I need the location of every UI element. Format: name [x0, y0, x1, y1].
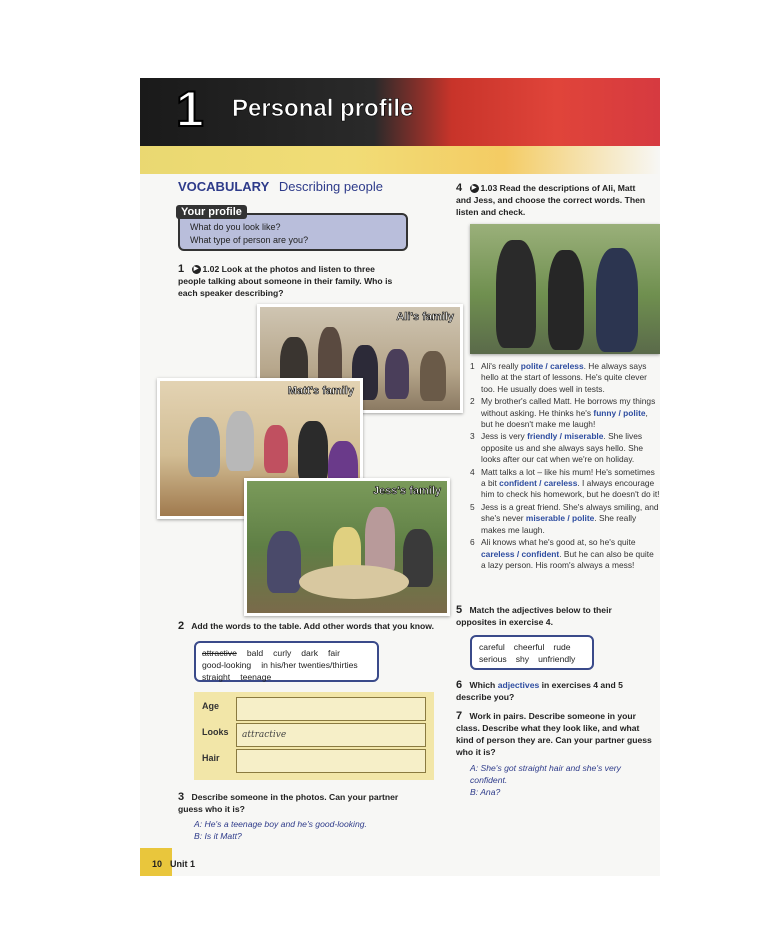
section-topic: Describing people: [278, 179, 383, 194]
row-label-looks: Looks: [202, 727, 229, 737]
list-item: 3 Jess is very friendly / miserable. She lives opposite us and she always says hello. She looks after our cat when we're on holiday.: [470, 431, 644, 465]
list-item: 1 Ali's really polite / careless. He always says hello at the start of lessons. He's quite clever too. He usually does well in tests.: [470, 361, 647, 394]
exercise-number: 2: [178, 620, 185, 632]
word-choice[interactable]: polite / careless: [520, 361, 584, 371]
exercise-text: Read the descriptions of Ali, Matt and Jess, and choose the correct words. Then listen and check.: [456, 183, 646, 217]
photo-jesss-family: [244, 478, 450, 616]
audio-track: 1.02: [202, 264, 220, 274]
word: teenage: [240, 672, 272, 682]
section-label: VOCABULARY: [178, 179, 270, 194]
cell-age[interactable]: [236, 697, 426, 721]
word: good-looking: [202, 660, 252, 670]
your-profile-tag: Your profile: [176, 205, 247, 219]
exercise-text: Match the adjectives below to their opposites in exercise 4.: [456, 605, 612, 627]
word-box: [194, 641, 379, 682]
textbook-page: [140, 78, 660, 876]
word: cheerful: [513, 642, 545, 652]
exercise-1: [178, 263, 393, 299]
word-choice[interactable]: confident / careless: [499, 478, 578, 489]
cell-hair[interactable]: [236, 749, 426, 773]
word-choice[interactable]: friendly / miserable: [527, 431, 604, 442]
word-choice[interactable]: funny / polite: [593, 407, 646, 418]
banner-paint-stroke: [140, 146, 660, 174]
word: rude: [553, 642, 571, 652]
description-list: [470, 361, 660, 572]
photo-label: Matt's family: [287, 385, 354, 397]
page-number: 10: [152, 859, 163, 869]
word: careful: [479, 642, 505, 652]
exercise-number: 5: [456, 604, 463, 616]
example-b: B: Is it Matt?: [194, 831, 242, 841]
footer-unit: Unit 1: [170, 859, 196, 869]
word: straight: [202, 672, 231, 682]
exercise-text: Work in pairs. Describe someone in your class. Describe what they look like, and what kind of person they are. Can your partner guess who it is?: [456, 711, 652, 757]
exercise-6: 6 Which adjectives in exercises 4 and 5 describe you?: [456, 679, 623, 702]
word-choice[interactable]: careless / confident: [481, 548, 560, 559]
exercise-2: [178, 620, 468, 632]
exercise-number: 6: [456, 679, 463, 691]
word: serious: [479, 654, 507, 664]
list-item: 6 Ali knows what he's good at, so he's quite careless / confident. But he can also be quite a lazy person. His room's always a mess!: [470, 537, 654, 570]
word: dark: [301, 648, 318, 658]
handwritten-answer: attractive: [242, 730, 287, 740]
list-item: 2 My brother's called Matt. He borrows my things without asking. He thinks he's funny / polite, but he doesn't make me laugh!: [470, 396, 656, 430]
exercise-text: Add the words to the table. Add other words that you know.: [191, 621, 435, 631]
page-footer: [152, 859, 195, 869]
example-a: A: She's got straight hair and she's very confident.: [470, 763, 621, 785]
list-item: 5 Jess is a great friend. She's always smiling, and she's never miserable / polite. She really makes me laugh.: [470, 501, 659, 535]
audio-track: 1.03: [480, 183, 498, 193]
word: shy: [515, 654, 530, 664]
word: unfriendly: [538, 654, 576, 664]
vocabulary-table: [194, 692, 434, 780]
example-a: A: He's a teenage boy and he's good-looking.: [194, 819, 367, 829]
exercise-number: 1: [178, 263, 185, 275]
cell-looks[interactable]: [236, 723, 426, 747]
profile-line: What do you look like?: [190, 222, 281, 232]
exercise-7: [456, 710, 652, 758]
photo-label: Ali's family: [396, 311, 454, 323]
word: curly: [273, 648, 292, 658]
section-heading: [178, 179, 383, 194]
adjective-box: [470, 635, 594, 670]
list-item: 4 Matt talks a lot – like his mum! He's sometimes a bit confident / careless. I always encourage him to check his homework, but he doesn't do it!: [470, 466, 660, 500]
highlight-word: adjectives: [497, 680, 540, 690]
audio-play-icon[interactable]: ▶: [192, 265, 201, 274]
row-label-hair: Hair: [202, 753, 220, 763]
word: attractive: [202, 648, 237, 658]
profile-line: What type of person are you?: [190, 235, 309, 245]
page-title: Personal profile: [232, 95, 414, 122]
row-label-age: Age: [202, 701, 220, 711]
word: bald: [246, 648, 264, 658]
exercise-number: 7: [456, 710, 463, 722]
exercise-5: [456, 604, 652, 628]
exercise-number: 3: [178, 791, 185, 803]
exercise-3: [178, 791, 418, 815]
exercise-text: Look at the photos and listen to three people talking about someone in their family. Who is each speaker describing?: [178, 264, 393, 298]
exercise-text: Describe someone in the photos. Can your partner guess who it is?: [178, 792, 399, 814]
unit-number: 1: [176, 81, 204, 137]
word: fair: [328, 648, 340, 658]
example-b: B: Ana?: [470, 787, 501, 797]
word: in his/her twenties/thirties: [261, 660, 358, 670]
photo-label: Jess's family: [372, 485, 441, 497]
exercise-number: 4: [456, 182, 463, 194]
word-choice[interactable]: miserable / polite: [525, 513, 595, 524]
exercise-4: [456, 182, 652, 218]
audio-play-icon[interactable]: ▶: [470, 184, 479, 193]
photo-friends: [470, 224, 660, 354]
